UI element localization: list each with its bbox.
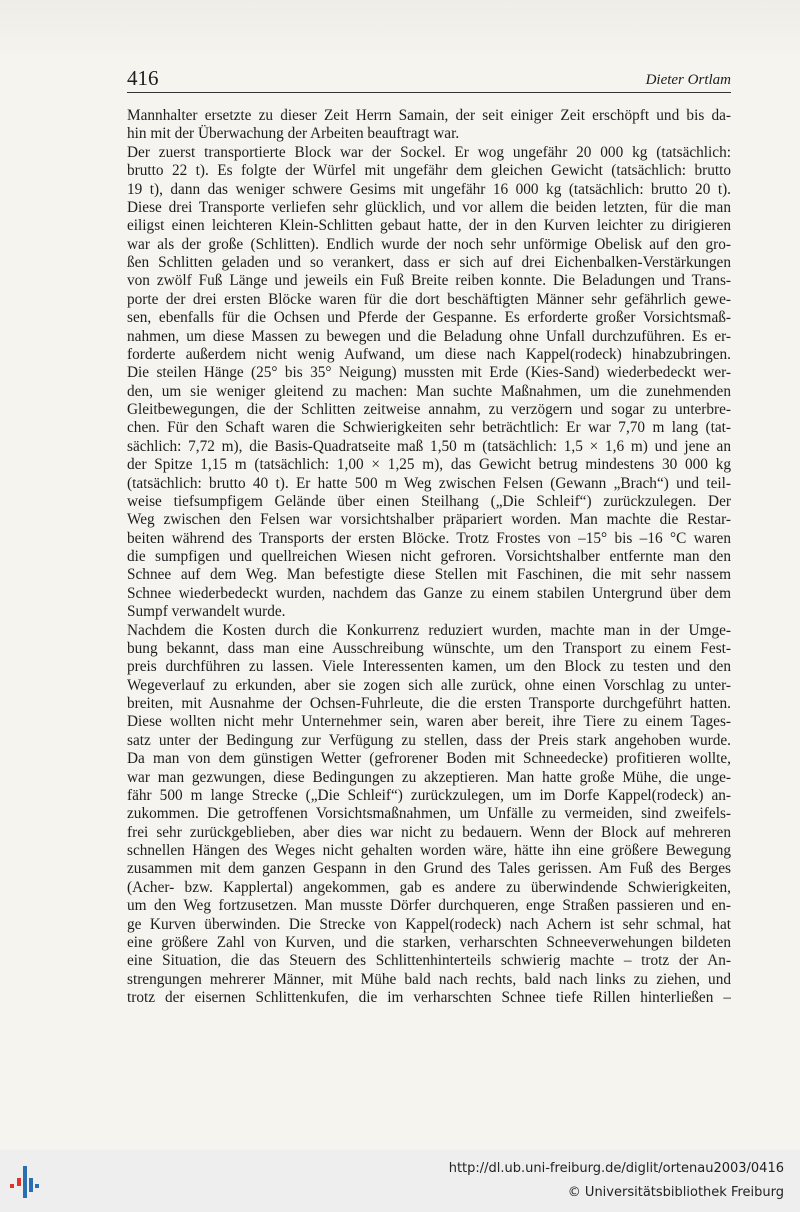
text-line: Diese wollten nicht mehr Unternehmer sein, waren aber bereit, ihre Tiere zu einem Tages- bbox=[127, 713, 731, 731]
text-line: zusammen mit dem ganzen Gespann in den Grund des Tales gerissen. Am Fuß des Berges bbox=[127, 860, 731, 878]
copyright-notice: © Universitätsbibliothek Freiburg bbox=[567, 1185, 784, 1200]
text-line: (Acher- bzw. Kapplertal) angekommen, gab es andere zu überwindende Schwierigkeiten, bbox=[127, 878, 731, 896]
text-line: (tatsächlich: brutto 40 t). Er hatte 500 m Weg zwischen Felsen (Gewann „Brach“) und teil- bbox=[127, 474, 731, 492]
text-line: von zwölf Fuß Länge und jeweils ein Fuß Breite reiben konnte. Die Beladungen und Trans- bbox=[127, 272, 731, 290]
text-line: Sumpf verwandelt wurde. bbox=[127, 603, 286, 621]
text-line: nahmen, um diese Massen zu bewegen und die Beladung ohne Unfall durchzuführen. Es er- bbox=[127, 327, 731, 345]
text-line: Mannhalter ersetzte zu dieser Zeit Herrn Samain, der seit einiger Zeit erschöpft und bis da- bbox=[127, 107, 731, 124]
text-line: Diese drei Transporte verliefen sehr glücklich, und vor allem die beiden letzten, für die man bbox=[127, 198, 731, 216]
text-line: frei sehr zurückgeblieben, aber dies war nicht zu bedauern. Wenn der Block auf mehreren bbox=[127, 823, 731, 841]
page-top-shadow bbox=[0, 0, 800, 60]
text-line: brutto 22 t). Es folgte der Würfel mit ungefähr dem gleichen Gewicht (tatsächlich: brutto bbox=[127, 162, 731, 180]
text-line: war man gezwungen, diese Bedingungen zu akzeptieren. Man hatte große Mühe, die unge- bbox=[127, 768, 731, 786]
running-head-author: Dieter Ortlam bbox=[645, 72, 731, 88]
text-line: eine Situation, die das Steuern des Schlittenhinterteils schwierig machte – trotz der An- bbox=[127, 952, 731, 970]
text-line: Gleitbewegungen, die der Schlitten zeitweise annahm, zu verzögern und sogar zu unterbre- bbox=[127, 401, 731, 418]
text-line: Schnee auf dem Weg. Man befestigte diese Stellen mit Faschinen, die mit sehr nassem bbox=[127, 566, 731, 584]
text-line: Der zuerst transportierte Block war der Sockel. Er wog ungefähr 20 000 kg (tatsächlich: bbox=[127, 143, 731, 161]
text-line: beiten während des Transports der ersten Blöcke. Trotz Frostes von –15° bis –16 °C waren bbox=[127, 529, 731, 547]
text-line: fähr 500 m lange Strecke („Die Schleif“) zurückzulegen, um im Dorfe Kappel(rodeck) an- bbox=[127, 786, 731, 804]
text-line: die sumpfigen und quellreichen Wiesen nicht gefroren. Vorsichtshalber entfernte man den bbox=[127, 548, 731, 565]
permalink-url[interactable]: http://dl.ub.uni-freiburg.de/diglit/ortenau2003/0416 bbox=[448, 1161, 784, 1176]
text-line: eine größere Zahl von Kurven, und die starken, verharschten Schneeverwehungen bildeten bbox=[127, 933, 731, 951]
text-line: forderte außerdem nicht wenig Aufwand, um diese nach Kappel(rodeck) hinabzubringen. bbox=[127, 345, 731, 363]
text-line: zukommen. Die getroffenen Vorsichtsmaßnahmen, um Unfälle zu vermeiden, sind zweifels- bbox=[127, 805, 731, 823]
text-line: strengungen mehrerer Männer, mit Mühe bald nach rechts, bald nach links zu ziehen, und bbox=[127, 970, 731, 988]
text-line: um den Weg fortzusetzen. Man musste Dörfer durchqueren, enge Straßen passieren und en- bbox=[127, 897, 731, 915]
text-line: weise tiefsumpfigem Gelände über einen Steilhang („Die Schleif“) zurückzulegen. Der bbox=[127, 492, 731, 510]
text-line: den, um sie weniger gleitend zu machen: Man suchte Maßnahmen, um die zunehmenden bbox=[127, 382, 731, 400]
text-line: Schnee wiederbedeckt wurden, nachdem das Ganze zu einem stabilen Untergrund über dem bbox=[127, 584, 731, 602]
text-line: schnellen Hängen des Weges nicht gehalten worden wäre, hätte ihn eine größere Bewegung bbox=[127, 842, 731, 859]
text-line: bung bekannt, dass man eine Ausschreibung wünschte, um den Transport zu einem Fest- bbox=[127, 639, 731, 657]
text-line: sächlich: 7,72 m), die Basis-Quadratseite maß 1,50 m (tatsächlich: 1,5 × 1,6 m) und jene an bbox=[127, 437, 731, 455]
text-line: hin mit der Überwachung der Arbeiten beauftragt war. bbox=[127, 125, 460, 143]
text-line: chen. Für den Schaft waren die Schwierigkeiten sehr beträchtlich: Er war 7,70 m lang (tat- bbox=[127, 419, 731, 437]
body-text bbox=[127, 107, 731, 1007]
ub-freiburg-logo-icon bbox=[8, 1164, 42, 1200]
page-header bbox=[127, 66, 731, 92]
text-line: sen, ebenfalls für die Ochsen und Pferde der Gespanne. Es erforderte großer Vorsichtsmaß- bbox=[127, 309, 731, 327]
text-line: Die steilen Hänge (25° bis 35° Neigung) mussten mit Erde (Kies-Sand) wiederbedeckt wer- bbox=[127, 364, 731, 382]
header-rule bbox=[127, 92, 731, 93]
page-number: 416 bbox=[127, 66, 159, 90]
text-line: ge Kurven überwinden. Die Strecke von Kappel(rodeck) nach Achern ist sehr schmal, hat bbox=[127, 915, 731, 933]
text-line: Da man von dem günstigen Wetter (gefrorener Boden mit Schneedecke) profitieren wollte, bbox=[127, 750, 731, 768]
text-line: ßen Schlitten geladen und so verankert, dass er sich auf drei Eichenbalken-Verstärkungen bbox=[127, 254, 731, 271]
viewer-footer bbox=[0, 1150, 800, 1212]
text-line: der Spitze 1,15 m (tatsächlich: 1,00 × 1,25 m), das Gewicht betrug mindestens 30 000 kg bbox=[127, 456, 731, 474]
text-line: eiligst einen leichteren Klein-Schlitten gebaut hatte, der in den Kurven leichter zu dirigieren bbox=[127, 217, 731, 235]
text-line: porte der drei ersten Blöcke waren für die dort beschäftigten Männer sehr gefährlich gewe- bbox=[127, 290, 731, 308]
text-line: 19 t), dann das weniger schwere Gesims mit ungefähr 16 000 kg (tatsächlich: brutto 20 t). bbox=[127, 180, 731, 198]
text-line: satz unter der Bedingung zur Verfügung zu stellen, dass der Preis stark angehoben wurde. bbox=[127, 731, 731, 749]
text-line: preis durchführen zu lassen. Viele Interessenten kamen, um den Block zu testen und den bbox=[127, 658, 731, 676]
text-line: Nachdem die Kosten durch die Konkurrenz reduziert wurden, machte man in der Umge- bbox=[127, 621, 731, 639]
text-line: trotz der eisernen Schlittenkufen, die im verharschten Schnee tiefe Rillen hinterließen – bbox=[127, 989, 731, 1006]
text-line: war als der große (Schlitten). Endlich wurde der noch sehr unförmige Obelisk auf den gro- bbox=[127, 235, 731, 253]
text-line: Wegeverlauf zu erkunden, aber sie zogen sich alle zurück, ohne einen Vorschlag zu unter- bbox=[127, 676, 731, 694]
text-line: breiten, mit Ausnahme der Ochsen-Fuhrleute, die die ersten Transporte durchgeführt hatten. bbox=[127, 695, 731, 712]
text-line: Weg zwischen den Felsen war vorsichtshalber präpariert worden. Man machte die Restar- bbox=[127, 511, 731, 529]
